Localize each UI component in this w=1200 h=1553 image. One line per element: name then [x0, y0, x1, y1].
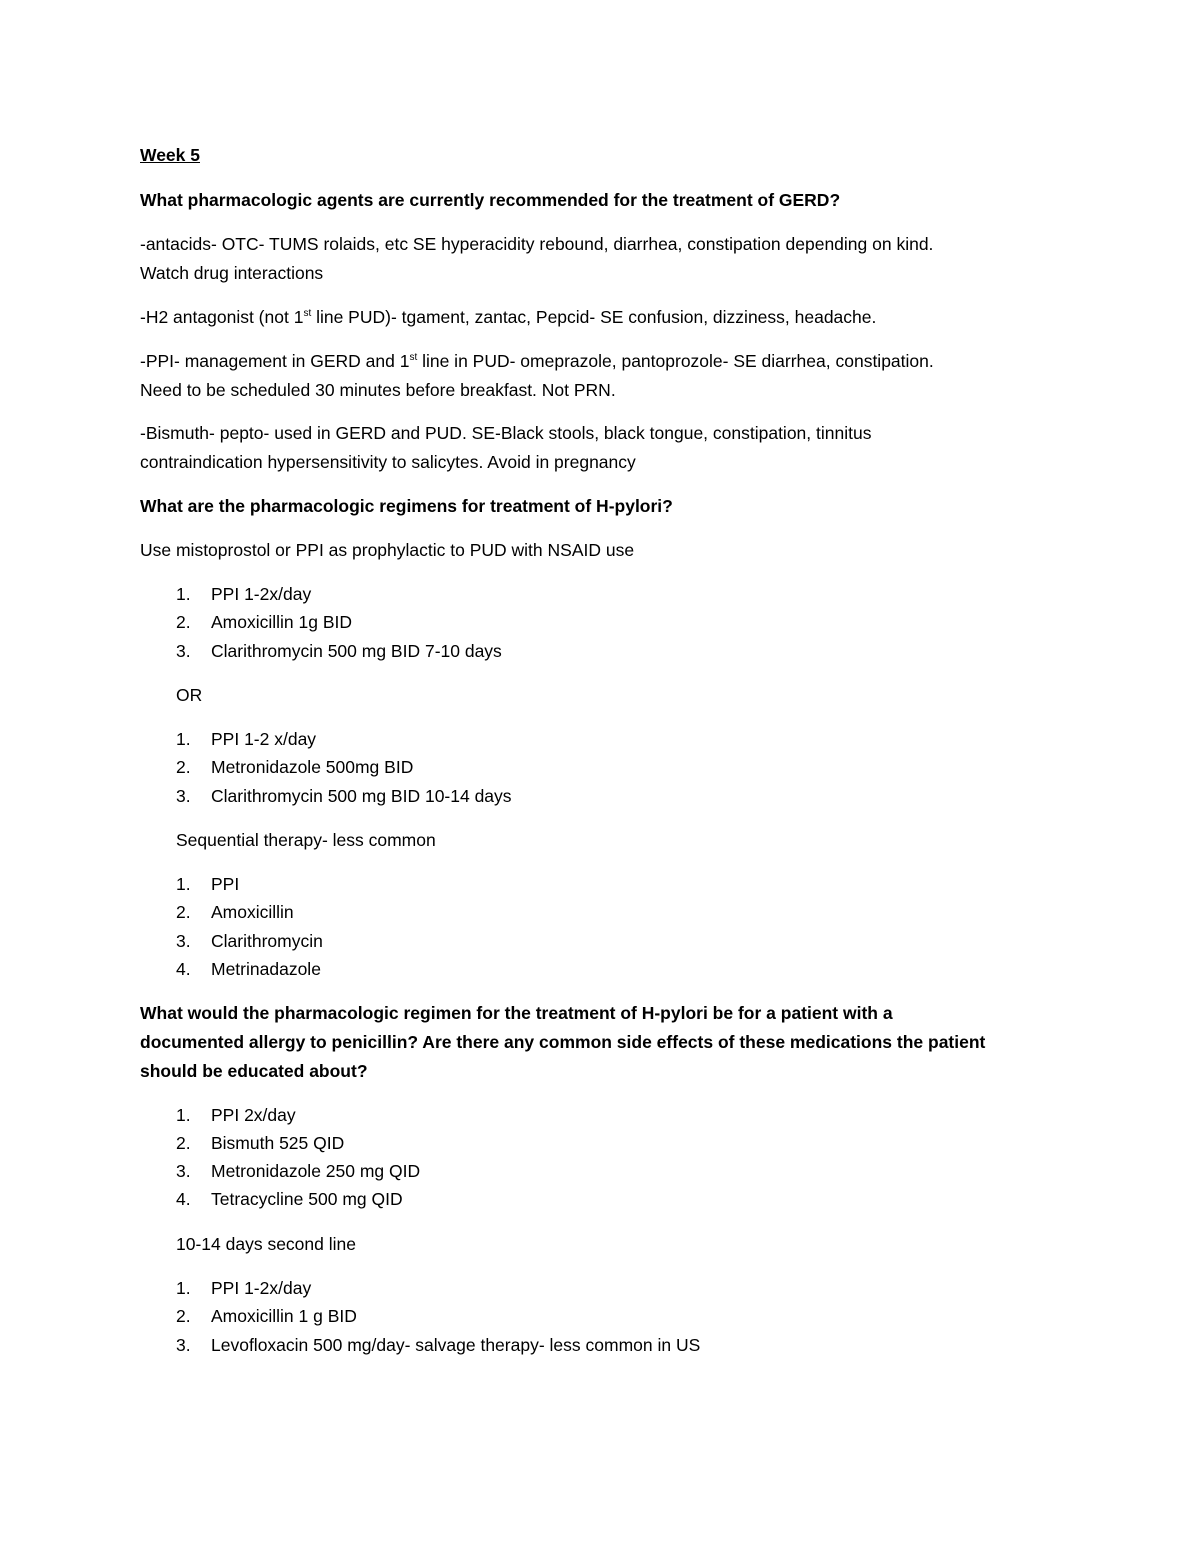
list-number: 3.: [176, 641, 191, 661]
list-number: 3.: [176, 1335, 191, 1355]
hpylori-intro: Use mistoprostol or PPI as prophylactic to PUD with NSAID use: [140, 540, 635, 560]
list-number: 1.: [176, 1105, 191, 1125]
list-item: PPI 1-2 x/day: [211, 729, 317, 749]
list-item: PPI 2x/day: [211, 1105, 296, 1125]
answer-antacids-line2: Watch drug interactions: [140, 263, 324, 283]
question-gerd: What pharmacologic agents are currently recommended for the treatment of GERD?: [140, 190, 841, 210]
list-number: 1.: [176, 1278, 191, 1298]
list-item: Bismuth 525 QID: [211, 1133, 345, 1153]
week-heading: Week 5: [140, 145, 200, 165]
list-item: Metronidazole 500mg BID: [211, 757, 414, 777]
or-separator: OR: [176, 685, 203, 705]
list-number: 2.: [176, 1133, 191, 1153]
list-item: Clarithromycin 500 mg BID 7-10 days: [211, 641, 502, 661]
list-number: 2.: [176, 612, 191, 632]
list-number: 1.: [176, 584, 191, 604]
ppi-text-a: -PPI- management in GERD and 1: [140, 351, 410, 371]
list-item: PPI 1-2x/day: [211, 1278, 312, 1298]
list-item: PPI 1-2x/day: [211, 584, 312, 604]
list-item: Amoxicillin 1g BID: [211, 612, 353, 632]
list-item: Levofloxacin 500 mg/day- salvage therapy- less common in US: [211, 1335, 701, 1355]
list-item: Metrinadazole: [211, 959, 321, 979]
answer-ppi-line2: Need to be scheduled 30 minutes before breakfast. Not PRN.: [140, 380, 616, 400]
h2-superscript: st: [303, 308, 312, 320]
list-item: Clarithromycin: [211, 931, 323, 951]
list-number: 4.: [176, 959, 191, 979]
list-item: Amoxicillin: [211, 902, 294, 922]
list-number: 1.: [176, 874, 191, 894]
answer-bismuth-line1: -Bismuth- pepto- used in GERD and PUD. SE-Black stools, black tongue, constipation, tinnitus: [140, 423, 872, 443]
list-number: 2.: [176, 902, 191, 922]
answer-bismuth-line2: contraindication hypersensitivity to salicytes. Avoid in pregnancy: [140, 452, 636, 472]
list-number: 4.: [176, 1189, 191, 1209]
list-number: 3.: [176, 786, 191, 806]
ppi-text-b: line in PUD- omeprazole, pantoprozole- SE diarrhea, constipation.: [417, 351, 934, 371]
list-item: Metronidazole 250 mg QID: [211, 1161, 421, 1181]
question-penicillin-line3: should be educated about?: [140, 1061, 368, 1081]
list-number: 2.: [176, 757, 191, 777]
second-line-label: 10-14 days second line: [176, 1234, 356, 1254]
question-penicillin-line2: documented allergy to penicillin? Are there any common side effects of these medications the patient: [140, 1032, 986, 1052]
answer-antacids-line1: -antacids- OTC- TUMS rolaids, etc SE hyperacidity rebound, diarrhea, constipation depending on kind.: [140, 234, 934, 254]
list-item: Tetracycline 500 mg QID: [211, 1189, 403, 1209]
list-number: 3.: [176, 1161, 191, 1181]
list-item: PPI: [211, 874, 240, 894]
list-number: 1.: [176, 729, 191, 749]
list-number: 2.: [176, 1306, 191, 1326]
question-hpylori: What are the pharmacologic regimens for treatment of H-pylori?: [140, 496, 673, 516]
list-item: Clarithromycin 500 mg BID 10-14 days: [211, 786, 512, 806]
answer-ppi-line1: [140, 350, 934, 372]
question-penicillin-line1: What would the pharmacologic regimen for the treatment of H-pylori be for a patient with a: [140, 1003, 893, 1023]
list-number: 3.: [176, 931, 191, 951]
sequential-therapy-label: Sequential therapy- less common: [176, 830, 436, 850]
list-item: Amoxicillin 1 g BID: [211, 1306, 357, 1326]
ppi-superscript: st: [409, 352, 418, 364]
h2-text-b: line PUD)- tgament, zantac, Pepcid- SE confusion, dizziness, headache.: [311, 307, 877, 327]
h2-text-a: -H2 antagonist (not 1: [140, 307, 304, 327]
answer-h2: [140, 306, 876, 328]
